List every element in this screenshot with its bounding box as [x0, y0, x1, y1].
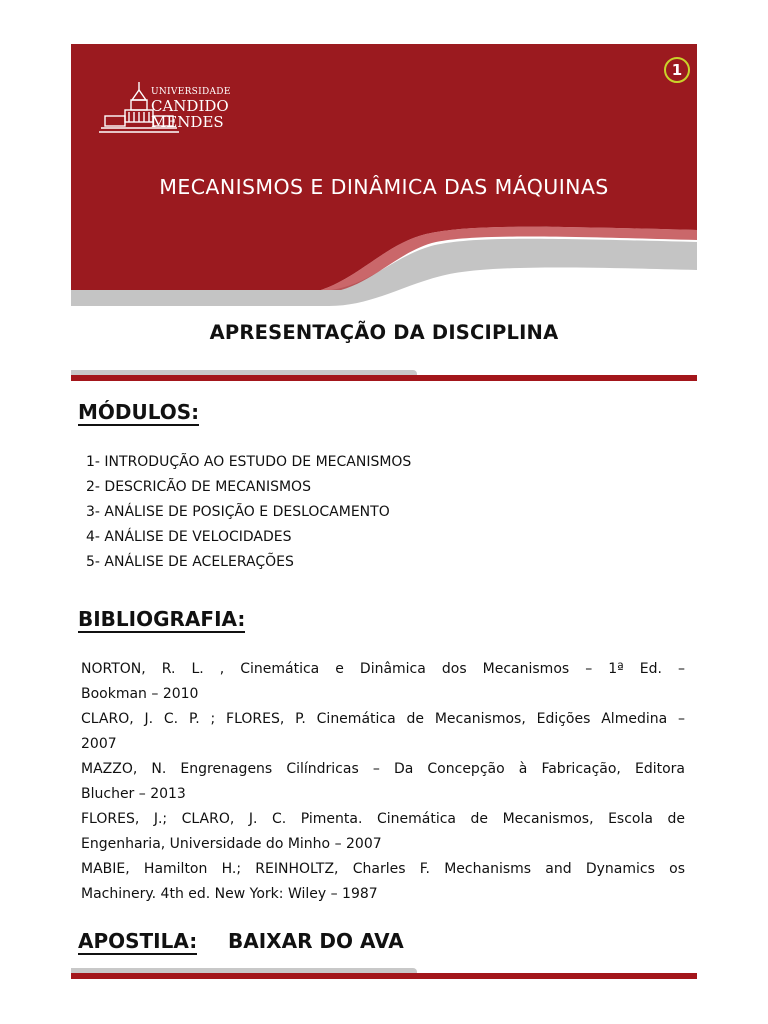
modules-heading: MÓDULOS:: [78, 400, 200, 424]
course-title: MECANISMOS E DINÂMICA DAS MÁQUINAS: [159, 175, 609, 199]
bibliography-line: MAZZO, N. Engrenagens Cilíndricas – Da Concepção à Fabricação, Editora: [81, 761, 685, 777]
bibliography-line: Bookman – 2010: [81, 686, 199, 702]
bibliography-entry: [81, 857, 685, 907]
module-item: 3- ANÁLISE DE POSIÇÃO E DESLOCAMENTO: [86, 504, 390, 520]
bibliography-line: Machinery. 4th ed. New York: Wiley – 1987: [81, 886, 378, 902]
module-item: 1- INTRODUÇÃO AO ESTUDO DE MECANISMOS: [86, 454, 412, 470]
bibliography-entry: [81, 757, 685, 807]
university-name-line1: UNIVERSIDADE: [151, 87, 231, 97]
bibliography-entry: [81, 807, 685, 857]
university-name-line3: MENDES: [151, 113, 224, 131]
bibliography-heading: BIBLIOGRAFIA:: [78, 607, 246, 631]
apostila-value: BAIXAR DO AVA: [228, 929, 404, 953]
modules-list: [86, 452, 411, 577]
bibliography-line: CLARO, J. C. P. ; FLORES, P. Cinemática de Mecanismos, Edições Almedina –: [81, 711, 685, 727]
module-item: 4- ANÁLISE DE VELOCIDADES: [86, 529, 292, 545]
bibliography-line: 2007: [81, 736, 117, 752]
slide-subtitle: APRESENTAÇÃO DA DISCIPLINA: [209, 321, 559, 344]
page-number-badge: 1: [664, 57, 690, 83]
bibliography-list: [81, 657, 685, 907]
university-name: [151, 88, 231, 130]
university-name-line2: CANDIDO: [151, 97, 229, 115]
bibliography-line: NORTON, R. L. , Cinemática e Dinâmica dos Mecanismos – 1ª Ed. –: [81, 661, 685, 677]
bibliography-line: FLORES, J.; CLARO, J. C. Pimenta. Cinemática de Mecanismos, Escola de: [81, 811, 685, 827]
bibliography-entry: [81, 657, 685, 707]
header-banner: [71, 44, 697, 355]
bibliography-line: MABIE, Hamilton H.; REINHOLTZ, Charles F. Mechanisms and Dynamics os: [81, 861, 685, 877]
bibliography-entry: [81, 707, 685, 757]
bibliography-line: Blucher – 2013: [81, 786, 186, 802]
apostila-heading: APOSTILA:: [78, 929, 198, 953]
bibliography-line: Engenharia, Universidade do Minho – 2007: [81, 836, 382, 852]
module-item: 2- DESCRICÃO DE MECANISMOS: [86, 479, 311, 495]
module-item: 5- ANÁLISE DE ACELERAÇÕES: [86, 554, 294, 570]
